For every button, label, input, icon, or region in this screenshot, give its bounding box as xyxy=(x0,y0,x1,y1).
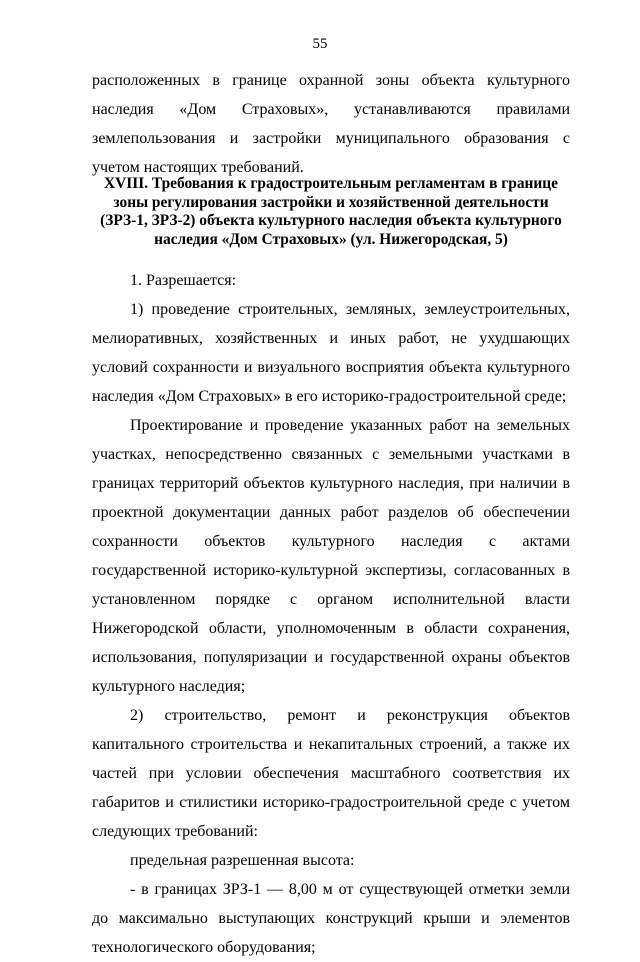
paragraph-design: Проектирование и проведение указанных работ на земельных участках, непосредственно связанных с земельными участками в границах территорий объектов культурного наследия, при наличии в проектной документации данных работ разделов об обеспечении сохранности объектов культурного наследия с актами государственной историко-культурной экспертизы, согласованных в установленном порядке с органом исполнительной власти Нижегородской области, уполномоченным в области сохранения, использования, популяризации и государственной охраны объектов культурного наследия; xyxy=(92,417,570,695)
section-body xyxy=(92,266,570,962)
paragraph-item-1: 1) проведение строительных, земляных, землеустроительных, мелиоративных, хозяйственных и иных работ, не ухудшающих условий сохранности и визуального восприятия объекта культурного наследия «Дом Страховых» в его историко-градостроительной среде; xyxy=(92,301,570,405)
paragraph-zrz1-height: - в границах ЗРЗ-1 — 8,00 м от существующей отметки земли до максимально выступающих конструкций крыши и элементов технологического оборудования; xyxy=(92,881,570,956)
section-heading: XVIII. Требования к градостроительным регламентам в границе зоны регулирования застройки и хозяйственной деятельности (ЗРЗ-1, ЗРЗ-2) объекта культурного наследия объекта культурного наследия «Дом Страховых» (ул. Нижегородская, 5) xyxy=(100,175,562,248)
paragraph-item-2: 2) строительство, ремонт и реконструкция объектов капитального строительства и некапитальных строений, а также их частей при условии обеспечения масштабного соответствия их габаритов и стилистики историко-градостроительной среде с учетом следующих требований: xyxy=(92,707,570,840)
intro-paragraph: расположенных в границе охранной зоны объекта культурного наследия «Дом Страховых», устанавливаются правилами землепользования и застройки муниципального образования с учетом настоящих требований. xyxy=(92,72,570,176)
page-number: 55 xyxy=(312,36,328,52)
paragraph-max-height: предельная разрешенная высота: xyxy=(130,852,355,869)
paragraph-permitted: 1. Разрешается: xyxy=(130,272,237,289)
